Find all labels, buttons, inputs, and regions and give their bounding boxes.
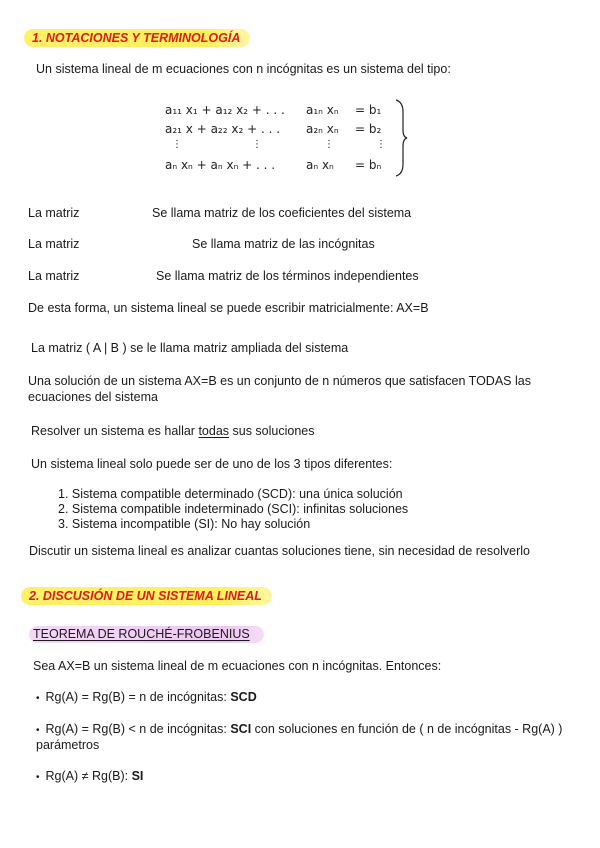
system-row-2-lhs: a₂₁ x + a₂₂ x₂ + . . . <box>165 122 281 136</box>
system-row-1-lhs: a₁₁ x₁ + a₁₂ x₂ + . . . <box>165 103 285 117</box>
intro-text: Un sistema lineal de m ecuaciones con n incógnitas es un sistema del tipo: <box>36 62 451 76</box>
resolver-underlined: todas <box>198 424 230 438</box>
bullet-icon: • <box>36 725 40 736</box>
system-row-n-term: aₙ xₙ <box>306 158 334 172</box>
ampliada-text: La matriz ( A | B ) se le llama matriz ampliada del sistema <box>31 341 349 355</box>
bullet-si: • Rg(A) ≠ Rg(B): SI <box>36 769 144 783</box>
system-vdots-1: ⋮ <box>172 139 182 150</box>
resolver-text <box>31 424 315 438</box>
bullet-sci: • Rg(A) = Rg(B) < n de incógnitas: SCI con soluciones en función de ( n de incógnitas - Rg(A) ) parámetros <box>36 722 563 752</box>
matrix-indep-label: La matriz <box>28 269 80 283</box>
tipo-item-1: 1. Sistema compatible determinado (SCD): una única solución <box>58 487 403 501</box>
bullet-scd: • Rg(A) = Rg(B) = n de incógnitas: SCD <box>36 690 257 704</box>
system-vdots-4: ⋮ <box>376 139 386 150</box>
system-row-1-rhs: = b₁ <box>355 103 382 117</box>
theorem-title: TEOREMA DE ROUCHÉ-FROBENIUS <box>29 626 264 643</box>
system-row-2-term: a₂ₙ xₙ <box>306 122 339 136</box>
bullet-icon: • <box>36 772 40 783</box>
resolver-post: sus soluciones <box>229 424 315 438</box>
system-row-1-term: a₁ₙ xₙ <box>306 103 339 117</box>
matrix-coef-label: La matriz <box>28 206 80 220</box>
system-vdots-2: ⋮ <box>252 139 262 150</box>
matrix-coef-desc: Se llama matriz de los coeficientes del sistema <box>152 206 412 220</box>
solucion-text: Una solución de un sistema AX=B es un conjunto de n números que satisfacen TODAS las ecuaciones del sistema <box>28 374 531 404</box>
matrix-indep-desc: Se llama matriz de los términos independientes <box>156 269 419 283</box>
system-row-n-rhs: = bₙ <box>355 158 382 172</box>
system-row-2-rhs: = b₂ <box>355 122 382 136</box>
tipo-item-2: 2. Sistema compatible indeterminado (SCI): infinitas soluciones <box>58 502 409 516</box>
discutir-text: Discutir un sistema lineal es analizar cuantas soluciones tiene, sin necesidad de resolverlo <box>29 544 530 558</box>
resolver-pre: Resolver un sistema es hallar <box>31 424 199 438</box>
bullet-icon: • <box>36 693 40 704</box>
matrix-incog-label: La matriz <box>28 237 80 251</box>
theorem-intro: Sea AX=B un sistema lineal de m ecuaciones con n incógnitas. Entonces: <box>33 659 442 673</box>
matrix-incog-desc: Se llama matriz de las incógnitas <box>192 237 375 251</box>
section-2-heading: 2. DISCUSIÓN DE UN SISTEMA LINEAL <box>21 587 272 605</box>
system-row-n-lhs: aₙ xₙ + aₙ xₙ + . . . <box>165 158 276 172</box>
tipos-intro: Un sistema lineal solo puede ser de uno de los 3 tipos diferentes: <box>31 457 393 471</box>
system-vdots-3: ⋮ <box>324 139 334 150</box>
matricial-text: De esta forma, un sistema lineal se puede escribir matricialmente: AX=B <box>28 301 429 315</box>
tipo-item-3: 3. Sistema incompatible (SI): No hay solución <box>58 517 311 531</box>
section-1-heading: 1. NOTACIONES Y TERMINOLOGÍA <box>24 29 250 47</box>
brace-icon <box>394 98 408 178</box>
